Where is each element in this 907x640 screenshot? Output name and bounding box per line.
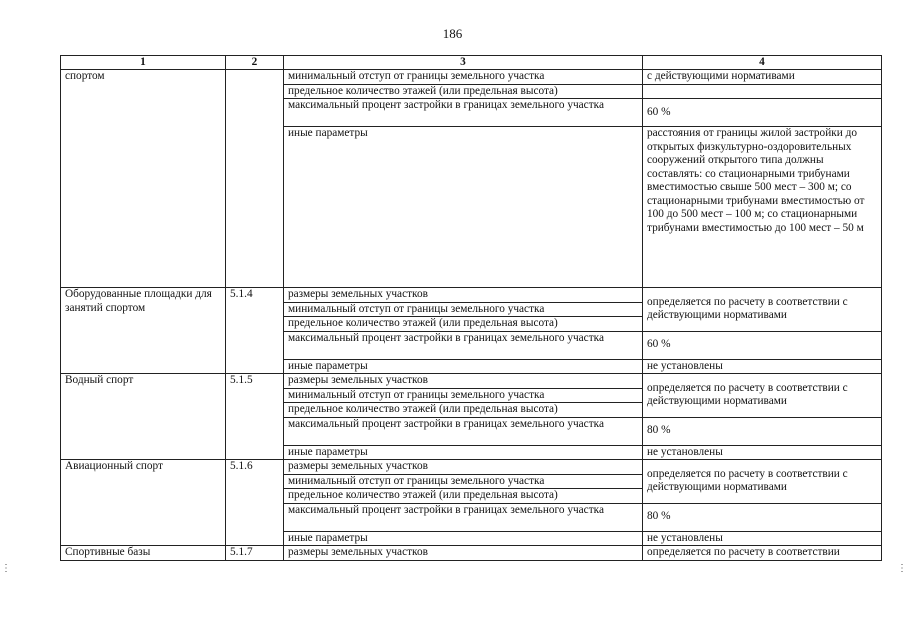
use-code-cell (226, 70, 284, 288)
parameter-cell: размеры земельных участков (284, 374, 643, 389)
parameter-cell: предельное количество этажей (или предельная высота) (284, 489, 643, 504)
parameter-cell: максимальный процент застройки в границах земельного участка (284, 99, 643, 127)
parameter-cell: иные параметры (284, 127, 643, 288)
value-cell (643, 84, 882, 99)
column-header: 2 (226, 56, 284, 70)
left-margin-mark: ⋮ (1, 563, 11, 574)
table-row (61, 70, 882, 85)
parameter-cell: предельное количество этажей (или предельная высота) (284, 317, 643, 332)
use-name-cell: спортом (61, 70, 226, 288)
parameter-cell: предельное количество этажей (или предельная высота) (284, 84, 643, 99)
table-header-row (61, 56, 882, 70)
value-cell: не установлены (643, 445, 882, 460)
value-cell: 60 % (643, 99, 882, 127)
parameter-cell: иные параметры (284, 359, 643, 374)
table-row (61, 460, 882, 475)
use-code-cell: 5.1.4 (226, 288, 284, 374)
table-row (61, 374, 882, 389)
parameter-cell: минимальный отступ от границы земельного участка (284, 302, 643, 317)
parameter-cell: максимальный процент застройки в границах земельного участка (284, 331, 643, 359)
value-cell: расстояния от границы жилой застройки до открытых физкультурно-оздоровительных сооружений открытого типа должны составлять: со стационарными трибунами вместимостью свыше 500 мест – 300 м; со стационарными трибунами вместимостью от 100 до 500 мест – 100 м; со стационарными трибунами вместимостью до 100 мест – 50 м (643, 127, 882, 288)
value-cell: определяется по расчету в соответствии (643, 546, 882, 561)
parameter-cell: минимальный отступ от границы земельного участка (284, 70, 643, 85)
column-header: 1 (61, 56, 226, 70)
use-name-cell: Оборудованные площадки для занятий спортом (61, 288, 226, 374)
use-code-cell: 5.1.6 (226, 460, 284, 546)
parameter-cell: иные параметры (284, 445, 643, 460)
land-use-parameters-table (60, 55, 882, 561)
value-cell: определяется по расчету в соответствии с действующими нормативами (643, 460, 882, 504)
use-name-cell: Авиационный спорт (61, 460, 226, 546)
parameter-cell: предельное количество этажей (или предельная высота) (284, 403, 643, 418)
parameter-cell: максимальный процент застройки в границах земельного участка (284, 417, 643, 445)
value-cell: определяется по расчету в соответствии с действующими нормативами (643, 288, 882, 332)
table-row (61, 288, 882, 303)
value-cell: 60 % (643, 331, 882, 359)
column-header: 4 (643, 56, 882, 70)
value-cell: определяется по расчету в соответствии с действующими нормативами (643, 374, 882, 418)
parameter-cell: размеры земельных участков (284, 288, 643, 303)
use-code-cell: 5.1.5 (226, 374, 284, 460)
value-cell: 80 % (643, 503, 882, 531)
use-name-cell: Водный спорт (61, 374, 226, 460)
value-cell: с действующими нормативами (643, 70, 882, 85)
right-margin-mark: ⋮ (897, 563, 907, 574)
use-code-cell: 5.1.7 (226, 546, 284, 561)
use-name-cell: Спортивные базы (61, 546, 226, 561)
column-header: 3 (284, 56, 643, 70)
parameter-cell: минимальный отступ от границы земельного участка (284, 388, 643, 403)
parameter-cell: размеры земельных участков (284, 460, 643, 475)
parameter-cell: минимальный отступ от границы земельного участка (284, 474, 643, 489)
value-cell: 80 % (643, 417, 882, 445)
value-cell: не установлены (643, 359, 882, 374)
table-row (61, 546, 882, 561)
parameter-cell: иные параметры (284, 531, 643, 546)
parameter-cell: максимальный процент застройки в границах земельного участка (284, 503, 643, 531)
parameter-cell: размеры земельных участков (284, 546, 643, 561)
page-number: 186 (442, 26, 463, 41)
value-cell: не установлены (643, 531, 882, 546)
